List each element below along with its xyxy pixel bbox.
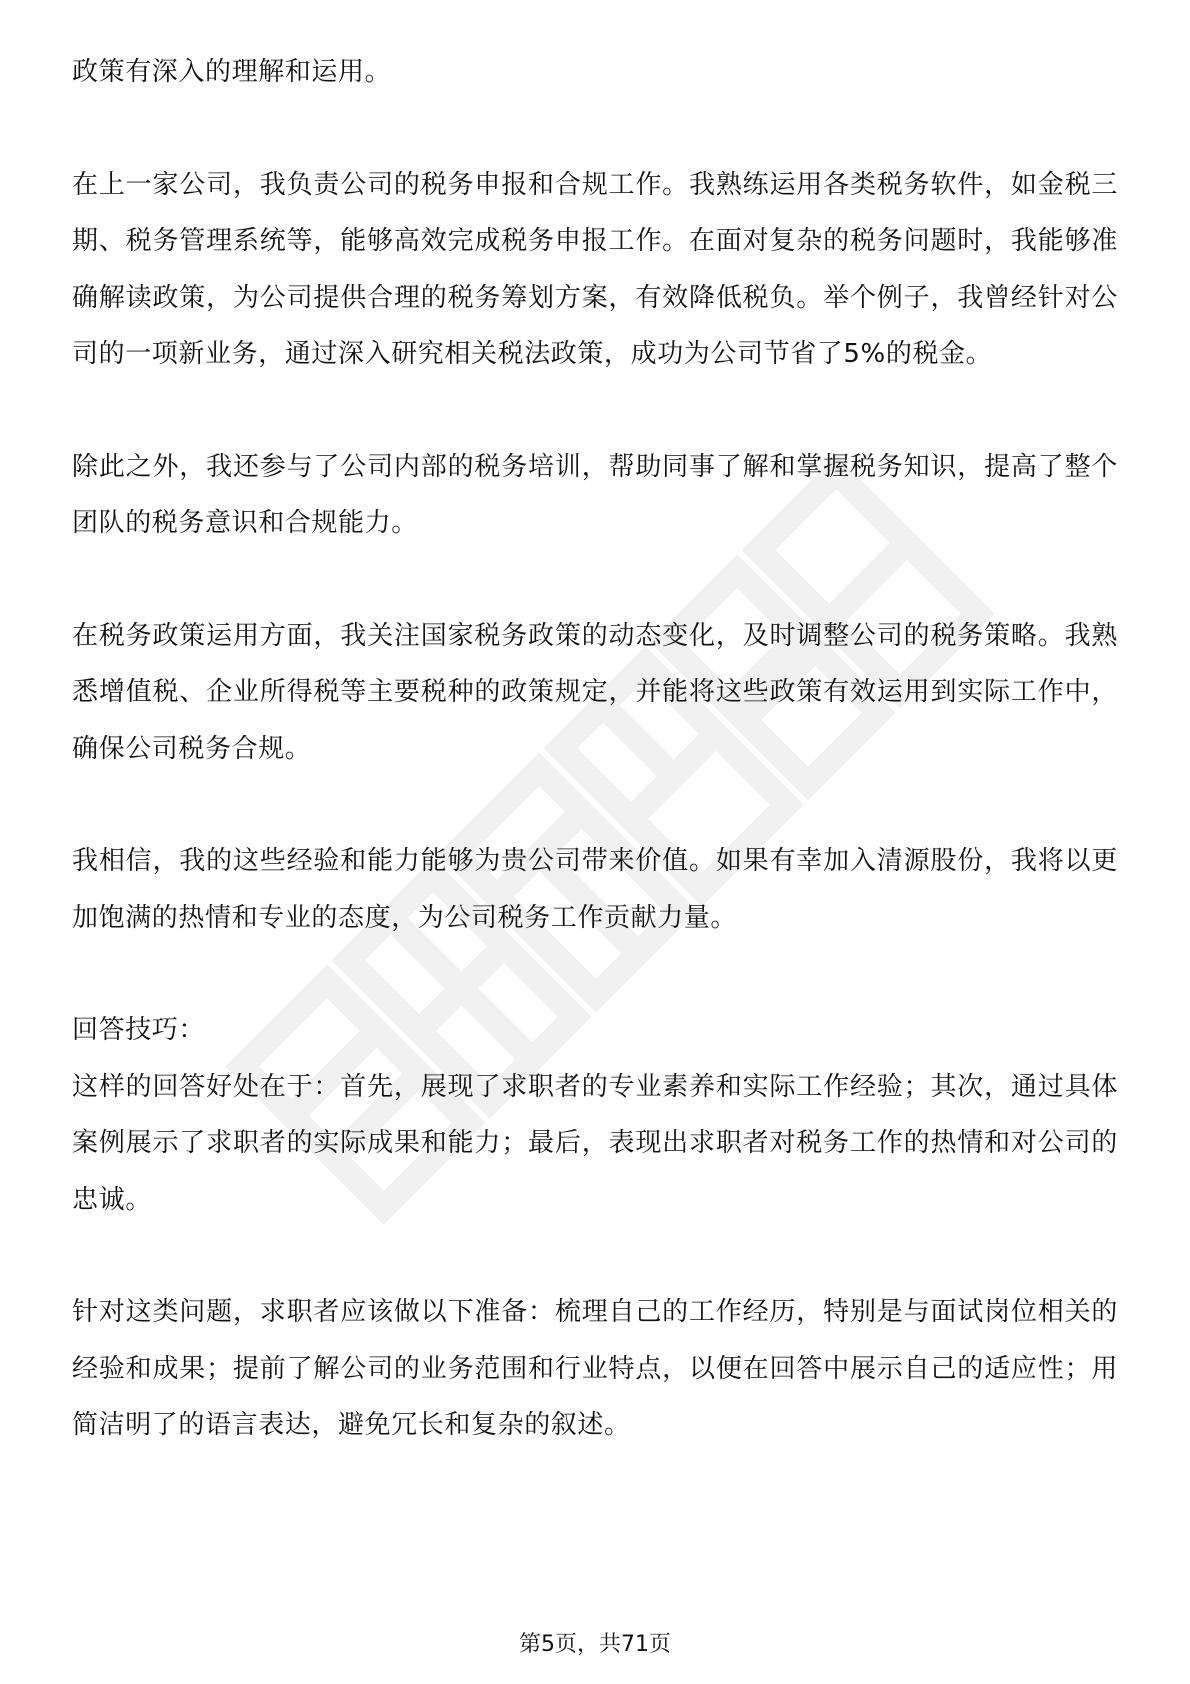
paragraph-spacer xyxy=(72,946,1118,1002)
paragraph-experience: 在上一家公司，我负责公司的税务申报和合规工作。我熟练运用各类税务软件，如金税三期、税务管理系统等，能够高效完成税务申报工作。在面对复杂的税务问题时，我能够准确解读政策，为公司提供合理的税务筹划方案，有效降低税负。举个例子，我曾经针对公司的一项新业务，通过深入研究相关税法政策，成功为公司节省了5%的税金。 xyxy=(72,169,1118,369)
paragraph-policy: 在税务政策运用方面，我关注国家税务政策的动态变化，及时调整公司的税务策略。我熟悉增值税、企业所得税等主要税种的政策规定，并能将这些政策有效运用到实际工作中，确保公司税务合规。 xyxy=(72,620,1118,764)
paragraph-spacer xyxy=(72,1228,1118,1284)
paragraph-spacer xyxy=(72,383,1118,439)
document-body xyxy=(72,44,1118,1454)
paragraph-closing: 我相信，我的这些经验和能力能够为贵公司带来价值。如果有幸加入清源股份，我将以更加饱满的热情和专业的态度，为公司税务工作贡献力量。 xyxy=(72,846,1118,933)
page-number: 第5页，共71页 xyxy=(519,1632,671,1657)
paragraph-spacer xyxy=(72,101,1118,157)
tips-heading: 回答技巧： xyxy=(72,1015,206,1045)
paragraph-continuation: 政策有深入的理解和运用。 xyxy=(72,57,392,87)
paragraph-training: 除此之外，我还参与了公司内部的税务培训，帮助同事了解和掌握税务知识，提高了整个团队的税务意识和合规能力。 xyxy=(72,451,1118,538)
paragraph-spacer xyxy=(72,552,1118,608)
paragraph-tips-benefit: 这样的回答好处在于：首先，展现了求职者的专业素养和实际工作经验；其次，通过具体案例展示了求职者的实际成果和能力；最后，表现出求职者对税务工作的热情和对公司的忠诚。 xyxy=(72,1071,1118,1215)
paragraph-spacer xyxy=(72,777,1118,833)
paragraph-tips-preparation: 针对这类问题，求职者应该做以下准备：梳理自己的工作经历，特别是与面试岗位相关的经验和成果；提前了解公司的业务范围和行业特点，以便在回答中展示自己的适应性；用简洁明了的语言表达，避免冗长和复杂的叙述。 xyxy=(72,1297,1118,1440)
